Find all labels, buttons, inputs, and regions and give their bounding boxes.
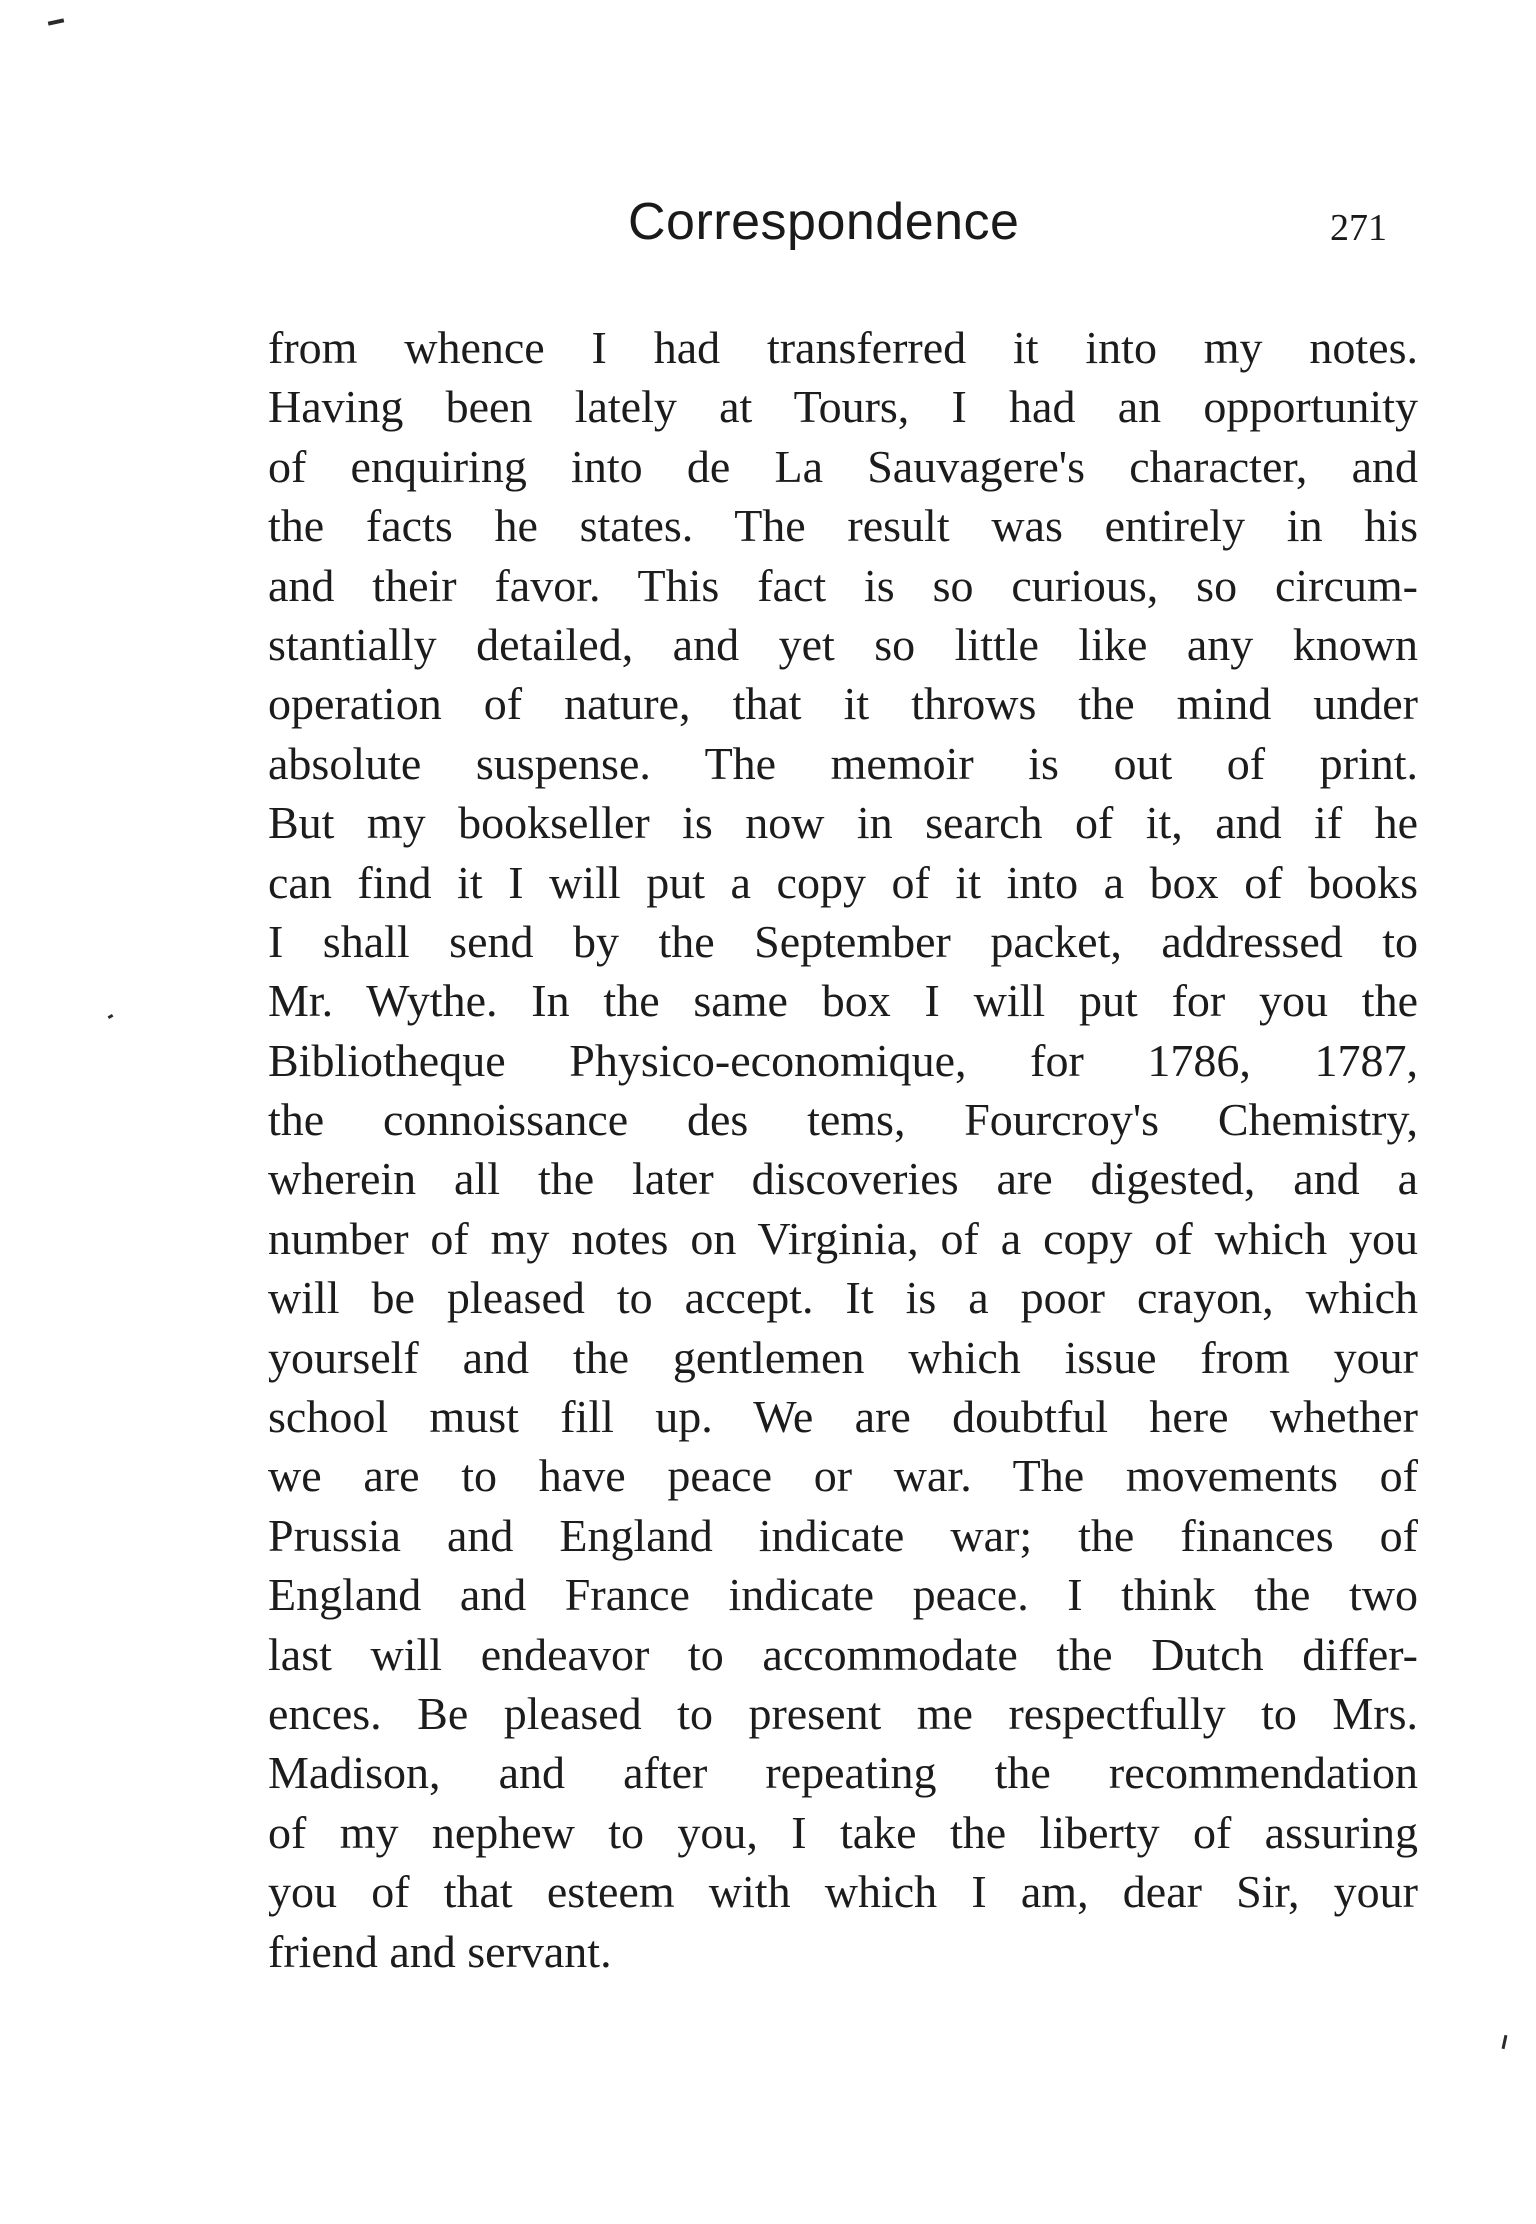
page-header (0, 192, 1536, 272)
text-line: from whence I had transferred it into my notes. (268, 322, 1418, 373)
text-line: last will endeavor to accommodate the Dutch differ- (268, 1628, 1418, 1680)
text-line: number of my notes on Virginia, of a copy of which you (268, 1212, 1418, 1264)
text-line: friend and servant. (268, 1925, 612, 1977)
text-line: the facts he states. The result was entirely in his (268, 500, 1418, 552)
text-line: Prussia and England indicate war; the finances of (268, 1509, 1418, 1561)
text-line: ences. Be pleased to present me respectfully to Mrs. (268, 1687, 1418, 1739)
text-line: Mr. Wythe. In the same box I will put for you the (268, 975, 1418, 1027)
text-line: of my nephew to you, I take the liberty of assuring (268, 1806, 1418, 1858)
text-line: you of that esteem with which I am, dear Sir, your (268, 1866, 1418, 1918)
text-line: But my bookseller is now in search of it, and if he (268, 797, 1418, 849)
text-line: I shall send by the September packet, addressed to (268, 915, 1418, 967)
ink-speck (1502, 2035, 1508, 2049)
text-line: operation of nature, that it throws the mind under (268, 678, 1418, 730)
text-line: school must fill up. We are doubtful here whether (268, 1391, 1418, 1443)
text-line: Having been lately at Tours, I had an opportunity (268, 381, 1418, 433)
running-title: Correspondence (628, 193, 1020, 251)
text-line: the connoissance des tems, Fourcroy's Chemistry, (268, 1094, 1418, 1146)
text-line: wherein all the later discoveries are digested, and a (268, 1153, 1418, 1205)
text-line: can find it I will put a copy of it into a box of books (268, 856, 1418, 908)
text-line: Bibliotheque Physico-economique, for 1786, 1787, (268, 1034, 1418, 1086)
text-line: of enquiring into de La Sauvagere's character, and (268, 440, 1418, 492)
text-line: England and France indicate peace. I think the two (268, 1569, 1418, 1621)
text-line: will be pleased to accept. It is a poor crayon, which (268, 1272, 1418, 1324)
text-line: Madison, and after repeating the recommendation (268, 1747, 1418, 1799)
text-line: absolute suspense. The memoir is out of print. (268, 737, 1418, 789)
text-line: yourself and the gentlemen which issue from your (268, 1331, 1418, 1383)
text-line: and their favor. This fact is so curious, so circum- (268, 559, 1418, 611)
page-number: 271 (1330, 207, 1387, 249)
text-line: we are to have peace or war. The movements of (268, 1450, 1418, 1502)
ink-speck (108, 1014, 114, 1019)
body-text (268, 318, 1418, 1981)
text-line: stantially detailed, and yet so little like any known (268, 618, 1418, 670)
ink-speck (48, 18, 64, 25)
